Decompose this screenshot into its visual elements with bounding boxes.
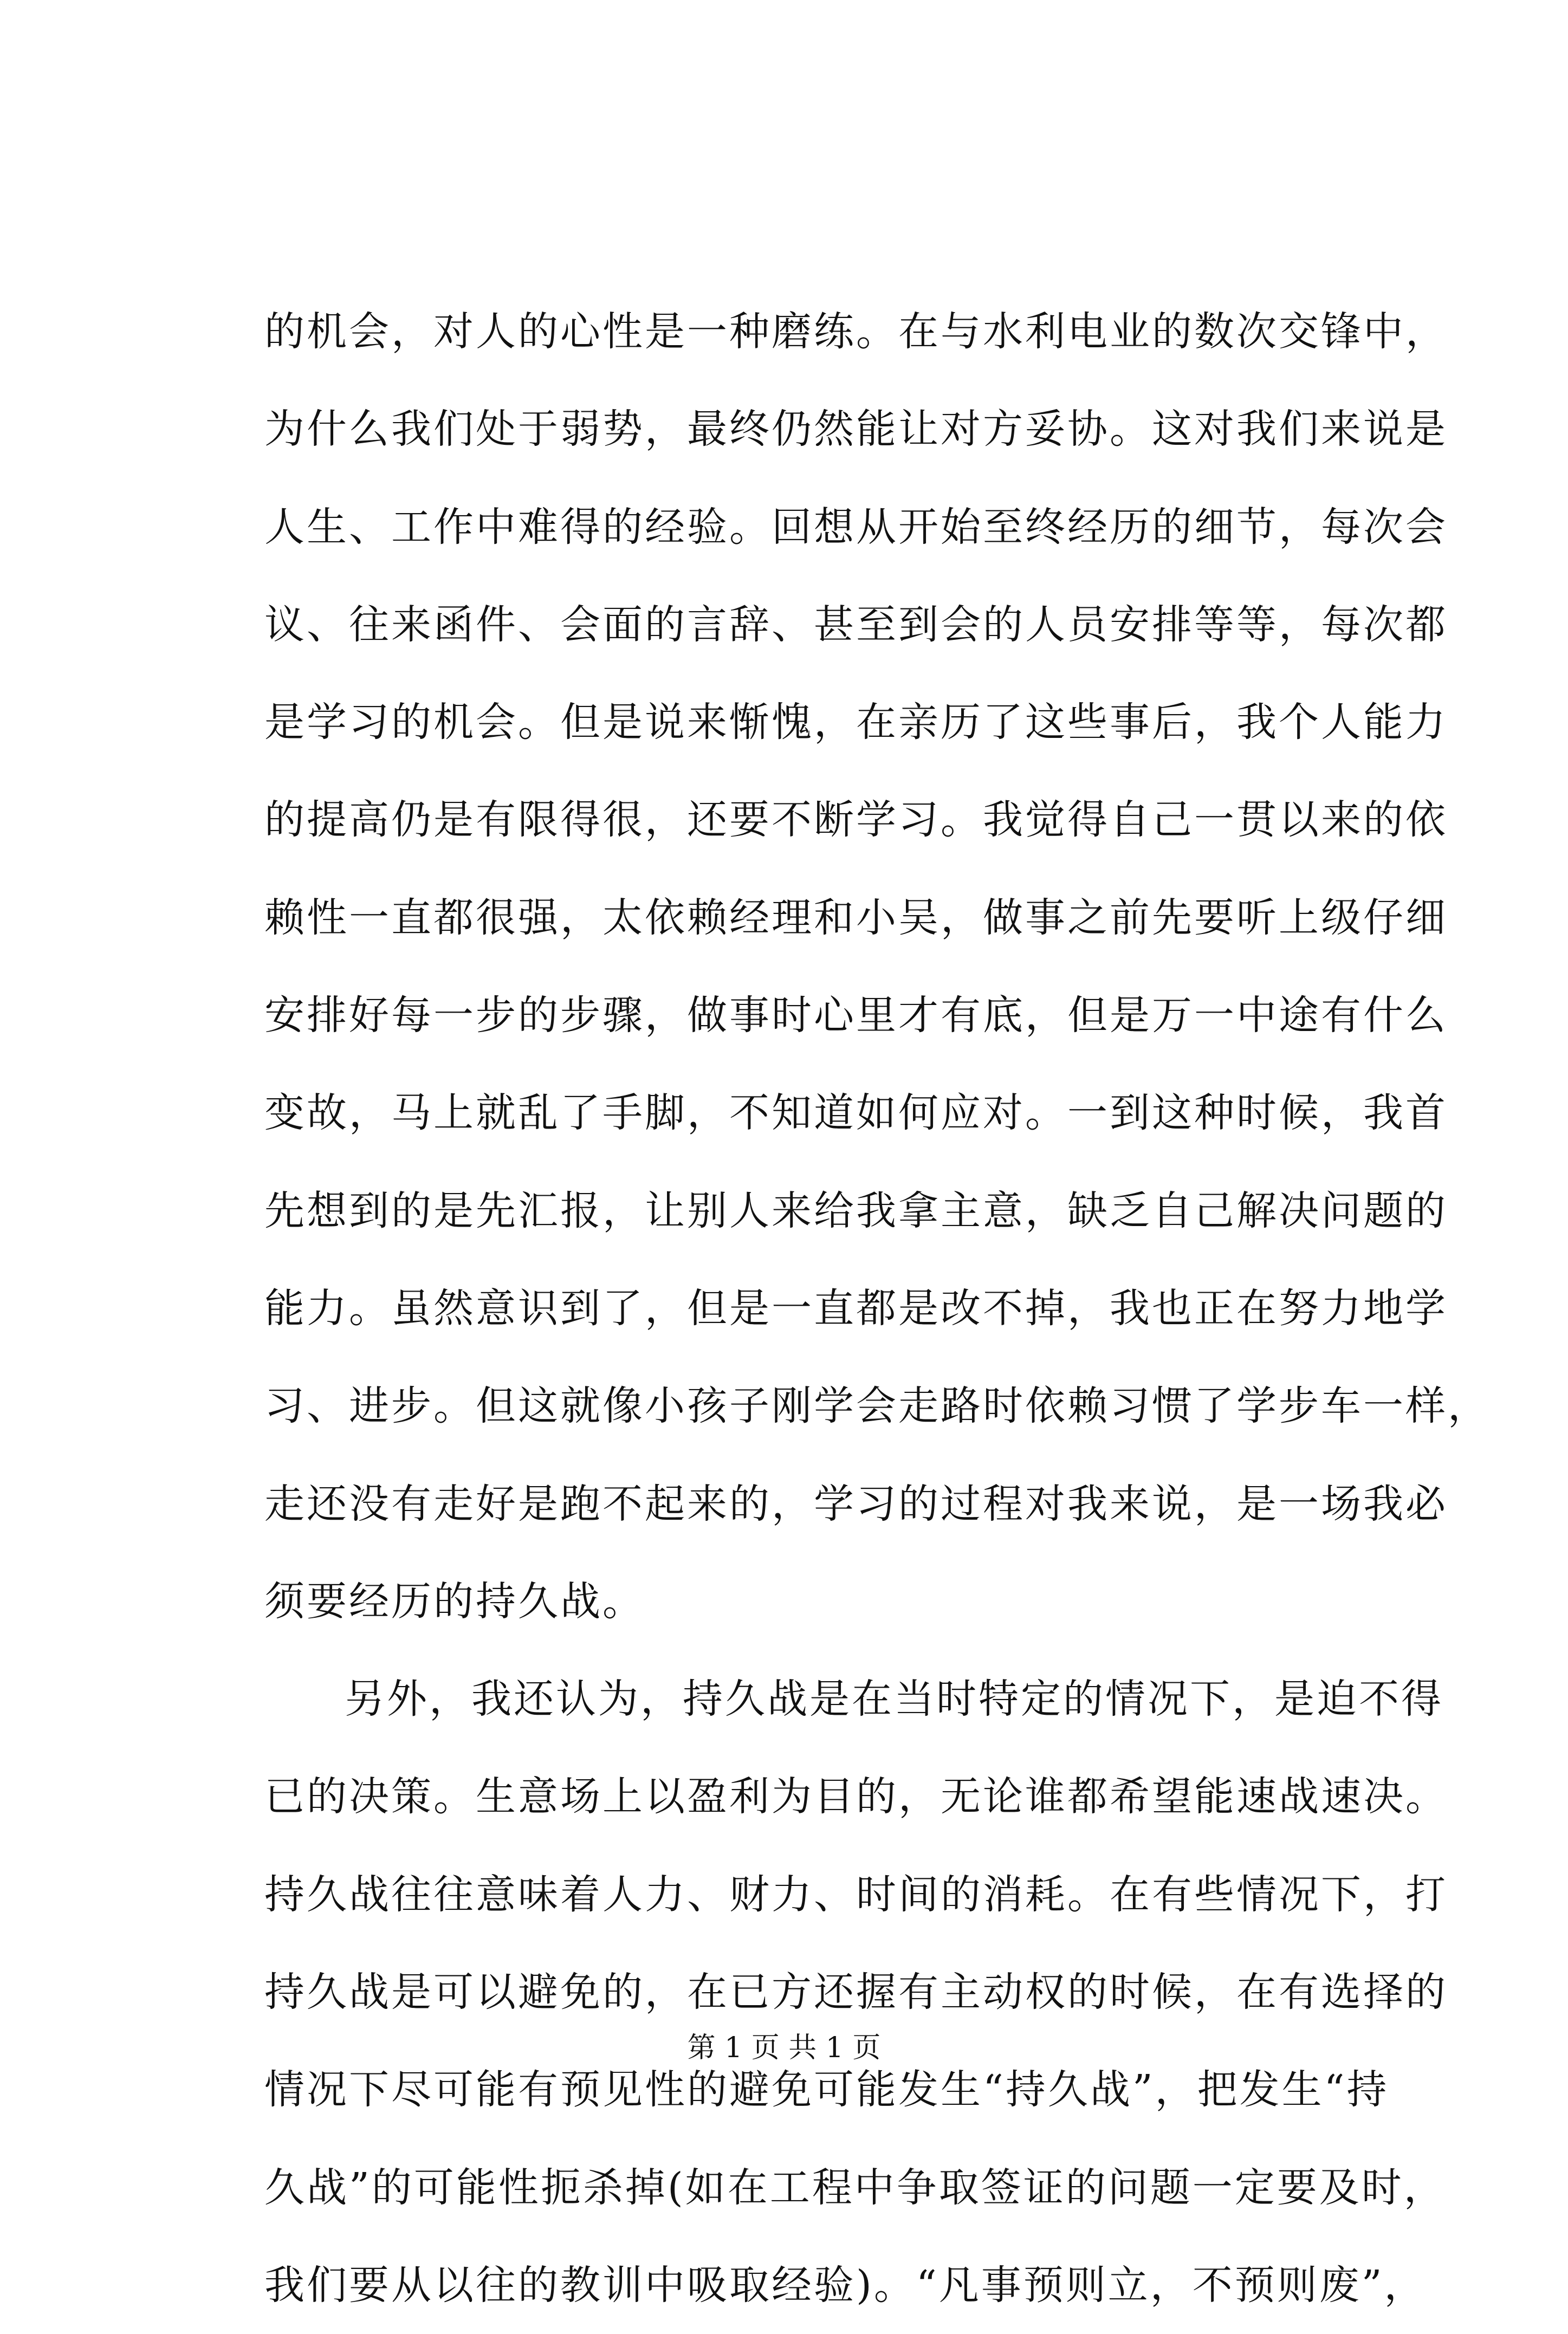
text-line: 久战”的可能性扼杀掉(如在工程中争取签证的问题一定要及时，	[264, 2164, 1446, 2211]
text-line: 习、进步。但这就像小孩子刚学会走路时依赖习惯了学步车一样，	[264, 1383, 1490, 1430]
text-line: 是学习的机会。但是说来惭愧，在亲历了这些事后，我个人能力	[264, 699, 1448, 746]
paragraph-first-line: 另外，我还认为，持久战是在当时特定的情况下，是迫不得	[345, 1676, 1443, 1723]
text-line: 的机会，对人的心性是一种磨练。在与水利电业的数次交锋中，	[264, 308, 1448, 355]
text-line: 议、往来函件、会面的言辞、甚至到会的人员安排等等，每次都	[264, 601, 1448, 648]
text-line: 安排好每一步的步骤，做事时心里才有底，但是万一中途有什么	[264, 992, 1448, 1039]
text-line: 变故，马上就乱了手脚，不知道如何应对。一到这种时候，我首	[264, 1090, 1448, 1137]
body-text	[264, 283, 1490, 2334]
text-line: 赖性一直都很强，太依赖经理和小吴，做事之前先要听上级仔细	[264, 894, 1448, 941]
text-line: 须要经历的持久战。	[264, 1578, 645, 1625]
text-line: 情况下尽可能有预见性的避免可能发生“持久战”，把发生“持	[264, 2066, 1389, 2113]
page-footer	[0, 2029, 1568, 2067]
text-line: 的提高仍是有限得很，还要不断学习。我觉得自己一贯以来的依	[264, 796, 1448, 844]
page-number: 第 1 页 共 1 页	[687, 2032, 881, 2064]
text-line: 持久战是可以避免的，在已方还握有主动权的时候，在有选择的	[264, 1969, 1448, 2016]
text-line: 走还没有走好是跑不起来的，学习的过程对我来说，是一场我必	[264, 1480, 1448, 1527]
text-line: 先想到的是先汇报，让别人来给我拿主意，缺乏自己解决问题的	[264, 1187, 1448, 1234]
text-line: 人生、工作中难得的经验。回想从开始至终经历的细节，每次会	[264, 503, 1448, 550]
text-line: 我们要从以往的教训中吸取经验)。“凡事预则立，不预则废”，	[264, 2261, 1427, 2309]
text-line: 为什么我们处于弱势，最终仍然能让对方妥协。这对我们来说是	[264, 406, 1448, 453]
text-line: 已的决策。生意场上以盈利为目的，无论谁都希望能速战速决。	[264, 1773, 1448, 1820]
text-line: 能力。虽然意识到了，但是一直都是改不掉，我也正在努力地学	[264, 1285, 1448, 1332]
text-line: 持久战往往意味着人力、财力、时间的消耗。在有些情况下，打	[264, 1871, 1448, 1918]
